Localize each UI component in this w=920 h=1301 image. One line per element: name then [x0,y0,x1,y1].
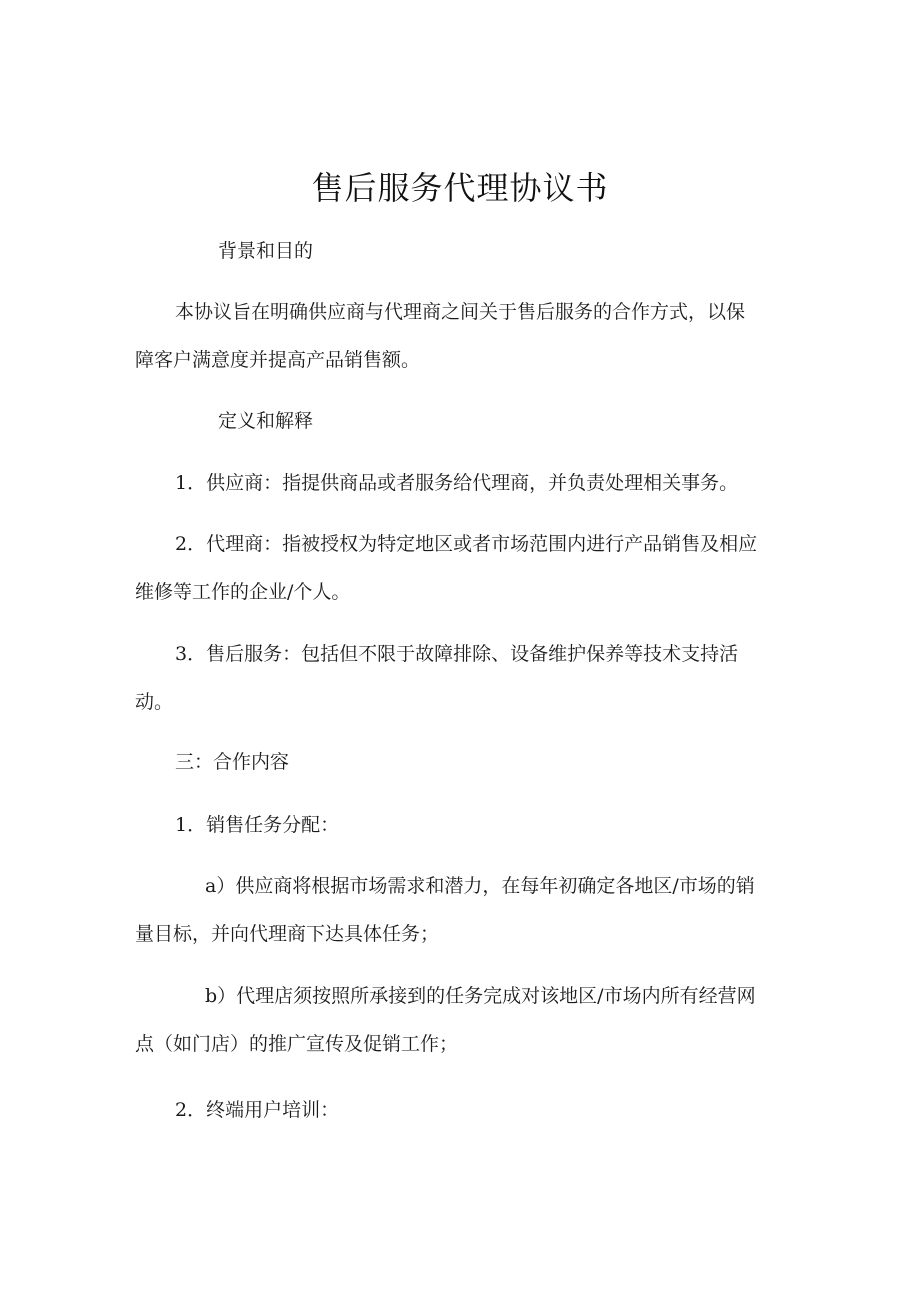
cooperation-item-2-heading: 2．终端用户培训： [175,1099,340,1121]
cooperation-item-1a-line-2: 量目标，并向代理商下达具体任务； [135,923,440,945]
cooperation-item-1a-line-1: a）供应商将根据市场需求和潜力，在每年初确定各地区/市场的销 [205,875,755,897]
section-heading-background: 背景和目的 [218,240,314,262]
document-title: 售后服务代理协议书 [311,169,609,207]
definition-item-2-line-2: 维修等工作的企业/个人。 [135,581,351,603]
cooperation-item-1b-line-1: b）代理店须按照所承接到的任务完成对该地区/市场内所有经营网 [205,985,756,1007]
definition-item-3-line-1: 3．售后服务：包括但不限于故障排除、设备维护保养等技术支持活 [175,643,739,665]
paragraph-purpose-line-1: 本协议旨在明确供应商与代理商之间关于售后服务的合作方式，以保 [175,301,746,323]
cooperation-item-1-heading: 1．销售任务分配： [175,814,340,836]
section-heading-cooperation: 三：合作内容 [175,751,290,773]
section-heading-definitions: 定义和解释 [218,410,314,432]
cooperation-item-1b-line-2: 点（如门店）的推广宣传及促销工作； [135,1033,459,1055]
paragraph-purpose-line-2: 障客户满意度并提高产品销售额。 [135,349,421,371]
definition-item-1: 1．供应商：指提供商品或者服务给代理商，并负责处理相关事务。 [175,472,739,494]
definition-item-2-line-1: 2．代理商：指被授权为特定地区或者市场范围内进行产品销售及相应 [175,533,758,555]
definition-item-3-line-2: 动。 [135,691,174,713]
